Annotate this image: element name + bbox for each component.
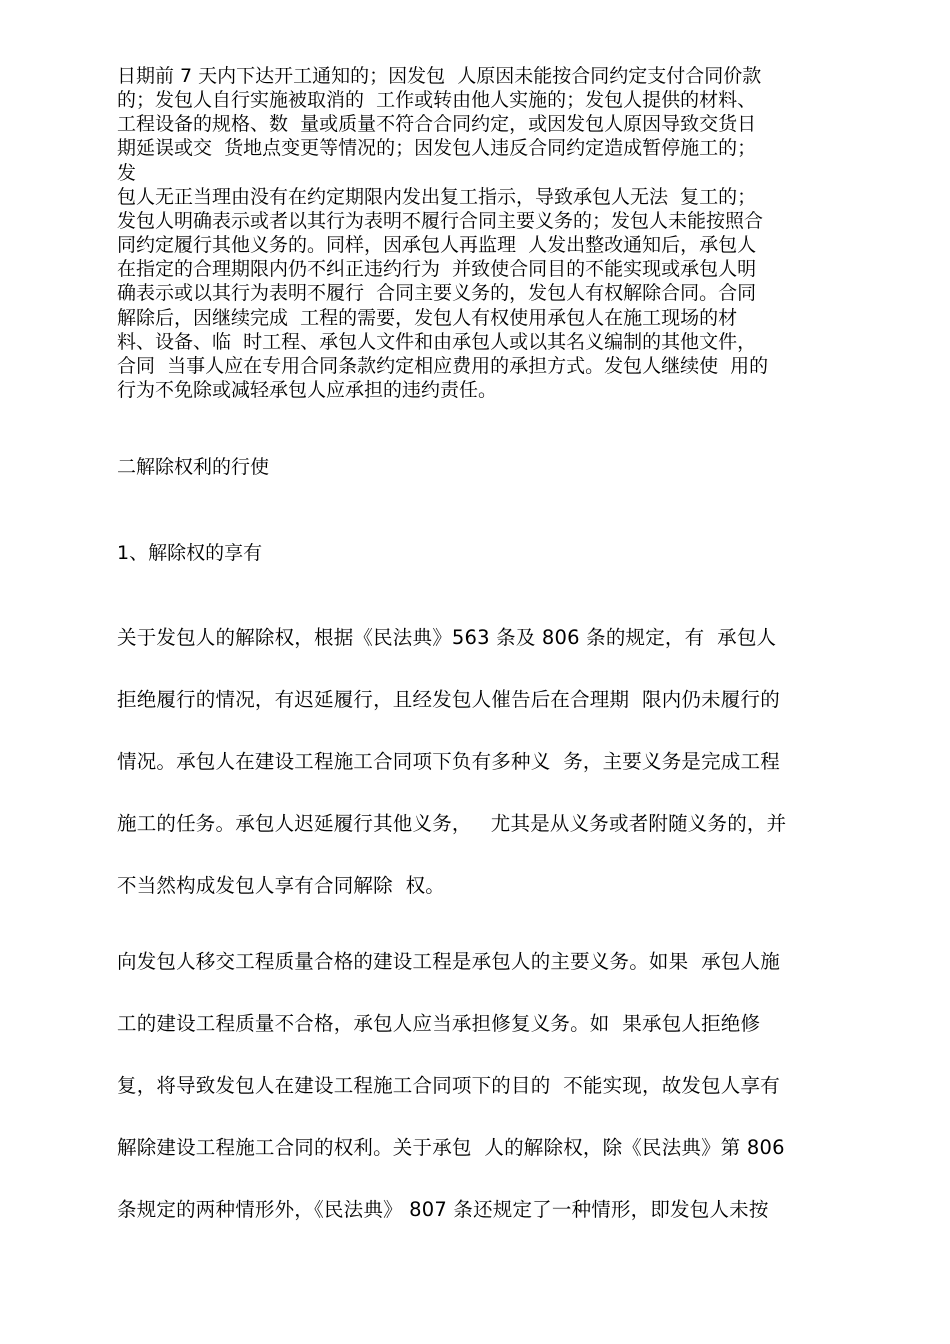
paragraph-line: 复，将导致发包人在建设工程施工合同项下的目的 不能实现，故发包人享有 [117,1074,780,1097]
paragraph-line: 行为不免除或减轻承包人应承担的违约责任。 [117,379,498,401]
subsection-heading: 1、解除权的享有 [117,542,263,564]
paragraph-line: 包人无正当理由没有在约定期限内发出复工指示，导致承包人无法 复工的； [117,186,757,208]
paragraph-line: 不当然构成发包人享有合同解除 权。 [117,874,445,897]
paragraph-line: 料、设备、临 时工程、承包人文件和由承包人或以其名义编制的其他文件， [117,331,757,353]
paragraph-line: 施工的任务。承包人迟延履行其他义务， 尤其是从义务或者附随义务的，并 [117,812,787,835]
paragraph-line: 向发包人移交工程质量合格的建设工程是承包人的主要义务。如果 承包人施 [117,950,780,973]
paragraph-line: 在指定的合理期限内仍不纠正违约行为 并致使合同目的不能实现或承包人明 [117,258,757,280]
paragraph-line: 确表示或以其行为表明不履行 合同主要义务的，发包人有权解除合同。合同 [117,282,757,304]
paragraph-line: 解除建设工程施工合同的权利。关于承包 人的解除权，除《民法典》第 806 [117,1136,785,1159]
paragraph-line: 日期前 7 天内下达开工通知的；因发包 人原因未能按合同约定支付合同价款 [117,65,762,87]
section-heading: 二解除权利的行使 [117,456,270,478]
paragraph-line: 工的建设工程质量不合格，承包人应当承担修复义务。如 果承包人拒绝修 [117,1012,761,1035]
paragraph-line: 期延误或交 货地点变更等情况的；因发包人违反合同约定造成暂停施工的； [117,137,757,159]
paragraph-line: 解除后，因继续完成 工程的需要，发包人有权使用承包人在施工现场的材 [117,307,738,329]
paragraph-line: 拒绝履行的情况，有迟延履行，且经发包人催告后在合理期 限内仍未履行的 [117,688,780,711]
paragraph-line: 发 [117,162,137,184]
paragraph-line: 发包人明确表示或者以其行为表明不履行合同主要义务的；发包人未能按照合 [117,210,764,232]
paragraph-line: 情况。承包人在建设工程施工合同项下负有多种义 务，主要义务是完成工程 [117,750,780,773]
paragraph-line: 工程设备的规格、数 量或质量不符合合同约定，或因发包人原因导致交货日 [117,113,757,135]
paragraph-line: 的；发包人自行实施被取消的 工作或转由他人实施的；发包人提供的材料、 [117,89,757,111]
paragraph-line: 条规定的两种情形外，《民法典》 807 条还规定了一种情形，即发包人未按 [117,1198,769,1221]
paragraph-line: 同约定履行其他义务的。同样，因承包人再监理 人发出整改通知后，承包人 [117,234,757,256]
paragraph-line: 关于发包人的解除权，根据《民法典》563 条及 806 条的规定，有 承包人 [117,626,777,649]
paragraph-line: 合同 当事人应在专用合同条款约定相应费用的承担方式。发包人继续使 用的 [117,355,769,377]
